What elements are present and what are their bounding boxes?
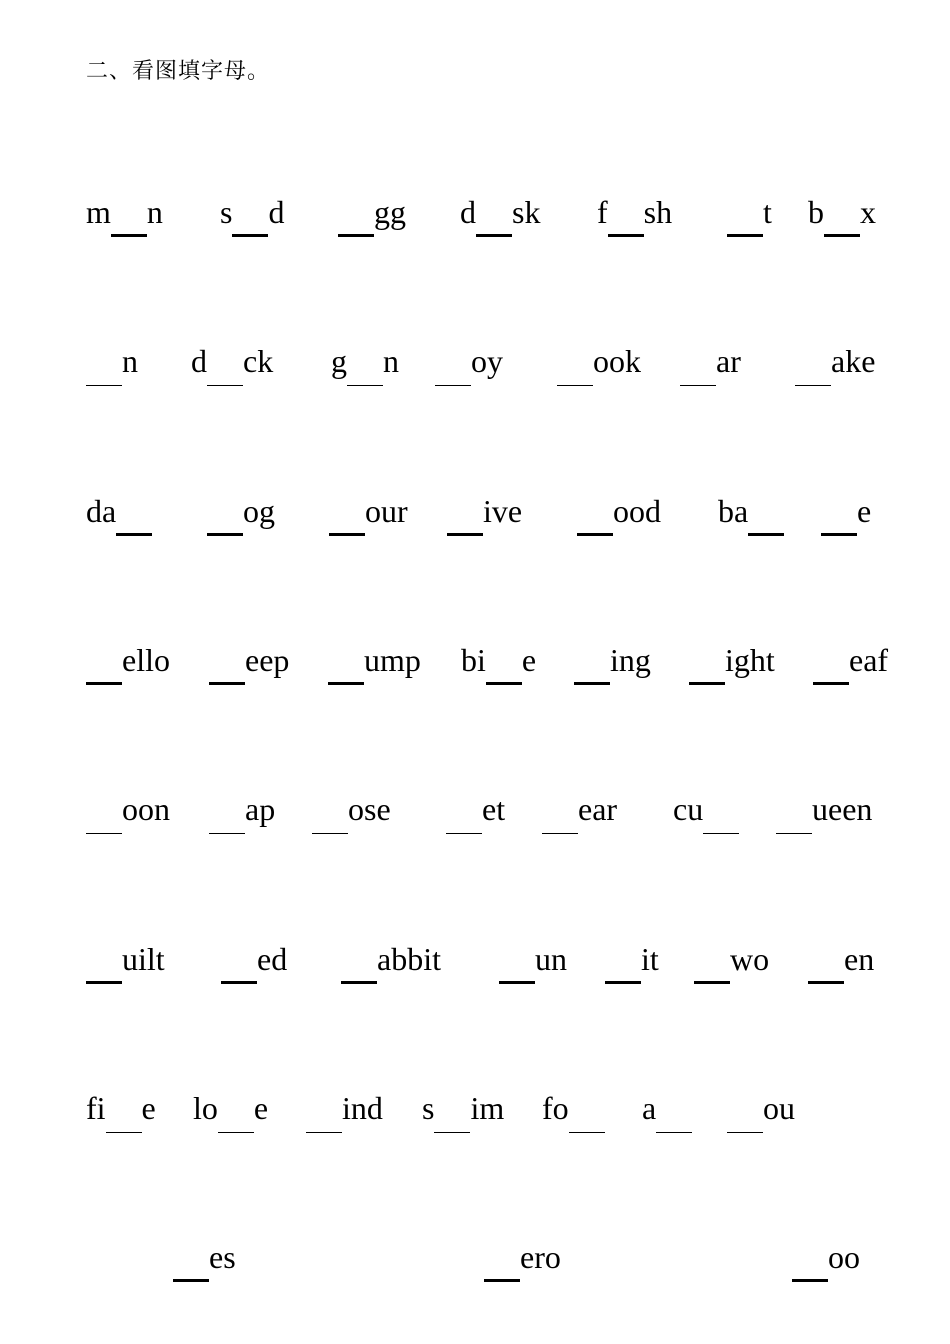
word-item: [86, 495, 152, 527]
word-item: [673, 793, 739, 825]
letter-blank[interactable]: [484, 1267, 520, 1268]
word-item: [542, 1092, 605, 1124]
word-fragment: ook: [593, 343, 641, 379]
letter-blank[interactable]: [306, 1118, 342, 1119]
word-fragment: wo: [730, 941, 770, 977]
word-fragment: gg: [374, 194, 406, 230]
word-fragment: our: [365, 493, 408, 529]
word-fragment: it: [641, 941, 659, 977]
word-item: [306, 1092, 383, 1124]
word-fragment: eaf: [849, 642, 889, 678]
letter-blank[interactable]: [447, 521, 483, 522]
word-fragment: d: [191, 343, 207, 379]
word-fragment: ck: [243, 343, 274, 379]
word-item: [328, 644, 421, 676]
word-fragment: im: [470, 1090, 505, 1126]
word-item: [484, 1241, 561, 1273]
word-item: [220, 196, 284, 228]
letter-blank[interactable]: [727, 222, 763, 223]
word-item: [460, 196, 540, 228]
word-item: [86, 644, 170, 676]
letter-blank[interactable]: [338, 222, 374, 223]
letter-blank[interactable]: [727, 1118, 763, 1119]
word-fragment: m: [86, 194, 111, 230]
word-item: [86, 345, 138, 377]
letter-blank[interactable]: [86, 371, 122, 372]
word-item: [605, 943, 659, 975]
word-item: [86, 793, 170, 825]
word-fragment: ear: [578, 791, 618, 827]
word-fragment: ou: [763, 1090, 795, 1126]
word-item: [331, 345, 399, 377]
word-item: [209, 644, 289, 676]
section-heading: 二、看图填字母。: [86, 59, 271, 84]
word-fragment: ood: [613, 493, 661, 529]
word-item: [689, 644, 775, 676]
word-item: [577, 495, 661, 527]
word-fragment: ar: [716, 343, 741, 379]
letter-blank[interactable]: [813, 670, 849, 671]
letter-blank[interactable]: [542, 819, 578, 820]
word-item: [727, 196, 772, 228]
word-item: [435, 345, 503, 377]
word-item: [173, 1241, 236, 1273]
letter-blank[interactable]: [808, 969, 844, 970]
word-item: [86, 943, 165, 975]
word-item: [446, 793, 505, 825]
word-item: [499, 943, 567, 975]
word-fragment: d: [460, 194, 476, 230]
word-fragment: abbit: [377, 941, 441, 977]
word-fragment: fo: [542, 1090, 569, 1126]
word-fragment: oy: [471, 343, 503, 379]
letter-blank[interactable]: [329, 521, 365, 522]
word-fragment: ello: [122, 642, 170, 678]
letter-blank[interactable]: [821, 521, 857, 522]
letter-blank[interactable]: [574, 670, 610, 671]
word-item: [329, 495, 408, 527]
letter-blank[interactable]: [703, 819, 739, 820]
word-item: [542, 793, 617, 825]
letter-blank[interactable]: [680, 371, 716, 372]
word-fragment: n: [122, 343, 138, 379]
letter-blank[interactable]: [86, 819, 122, 820]
word-fragment: e: [253, 1090, 269, 1126]
word-item: [221, 943, 287, 975]
word-fragment: fi: [86, 1090, 106, 1126]
letter-blank[interactable]: [86, 969, 122, 970]
word-item: [597, 196, 672, 228]
letter-blank[interactable]: [434, 1118, 470, 1119]
word-item: [86, 1092, 156, 1124]
word-item: [338, 196, 406, 228]
word-item: [209, 793, 275, 825]
word-item: [727, 1092, 795, 1124]
word-fragment: n: [146, 194, 163, 230]
word-item: [86, 196, 163, 228]
word-fragment: cu: [673, 791, 704, 827]
word-fragment: a: [642, 1090, 657, 1126]
word-fragment: e: [857, 493, 872, 529]
word-item: [207, 495, 275, 527]
word-item: [813, 644, 888, 676]
letter-blank[interactable]: [341, 969, 377, 970]
letter-blank[interactable]: [499, 969, 535, 970]
letter-blank[interactable]: [689, 670, 725, 671]
word-fragment: ero: [520, 1239, 561, 1275]
word-item: [461, 644, 536, 676]
word-item: [808, 943, 874, 975]
letter-blank[interactable]: [218, 1118, 254, 1119]
word-fragment: ap: [245, 791, 276, 827]
word-item: [422, 1092, 504, 1124]
word-fragment: t: [763, 194, 772, 230]
word-fragment: ing: [610, 642, 651, 678]
letter-blank[interactable]: [207, 371, 243, 372]
word-fragment: bi: [461, 642, 486, 678]
letter-blank[interactable]: [116, 521, 152, 522]
letter-blank[interactable]: [608, 222, 644, 223]
word-fragment: ed: [257, 941, 288, 977]
word-item: [574, 644, 651, 676]
letter-blank[interactable]: [486, 670, 522, 671]
word-item: [776, 793, 872, 825]
letter-blank[interactable]: [221, 969, 257, 970]
letter-blank[interactable]: [824, 222, 860, 223]
word-fragment: et: [482, 791, 506, 827]
word-fragment: e: [521, 642, 537, 678]
word-fragment: un: [535, 941, 567, 977]
word-item: [191, 345, 273, 377]
letter-blank[interactable]: [605, 969, 641, 970]
letter-blank[interactable]: [557, 371, 593, 372]
word-fragment: da: [86, 493, 117, 529]
word-item: [312, 793, 391, 825]
word-item: [341, 943, 441, 975]
word-fragment: ive: [483, 493, 523, 529]
word-fragment: sh: [643, 194, 673, 230]
word-item: [193, 1092, 268, 1124]
word-fragment: ba: [718, 493, 749, 529]
word-item: [792, 1241, 860, 1273]
word-item: [808, 196, 876, 228]
letter-blank[interactable]: [312, 819, 348, 820]
letter-blank[interactable]: [86, 670, 122, 671]
word-item: [718, 495, 784, 527]
letter-blank[interactable]: [209, 819, 245, 820]
letter-blank[interactable]: [207, 521, 243, 522]
letter-blank[interactable]: [476, 222, 512, 223]
word-fragment: oo: [828, 1239, 860, 1275]
letter-blank[interactable]: [776, 819, 812, 820]
word-item: [642, 1092, 692, 1124]
letter-blank[interactable]: [569, 1118, 605, 1119]
word-fragment: es: [209, 1239, 236, 1275]
letter-blank[interactable]: [111, 222, 147, 223]
letter-blank[interactable]: [232, 222, 268, 223]
word-fragment: lo: [193, 1090, 218, 1126]
word-item: [680, 345, 741, 377]
word-item: [447, 495, 522, 527]
word-item: [795, 345, 875, 377]
word-fragment: ose: [348, 791, 391, 827]
word-item: [821, 495, 871, 527]
word-fragment: eep: [245, 642, 290, 678]
letter-blank[interactable]: [795, 371, 831, 372]
letter-blank[interactable]: [106, 1118, 142, 1119]
word-fragment: n: [383, 343, 399, 379]
word-fragment: ump: [364, 642, 421, 678]
word-fragment: g: [331, 343, 347, 379]
word-fragment: og: [243, 493, 275, 529]
word-fragment: uilt: [122, 941, 165, 977]
letter-blank[interactable]: [209, 670, 245, 671]
letter-blank[interactable]: [446, 819, 482, 820]
word-fragment: d: [268, 194, 285, 230]
word-fragment: sk: [512, 194, 541, 230]
letter-blank[interactable]: [694, 969, 730, 970]
word-fragment: e: [141, 1090, 156, 1126]
word-item: [694, 943, 769, 975]
word-fragment: x: [860, 194, 876, 230]
word-fragment: ake: [831, 343, 876, 379]
letter-blank[interactable]: [577, 521, 613, 522]
letter-blank[interactable]: [173, 1267, 209, 1268]
word-fragment: oon: [122, 791, 170, 827]
word-fragment: s: [220, 194, 233, 230]
word-fragment: s: [422, 1090, 435, 1126]
letter-blank[interactable]: [748, 521, 784, 522]
letter-blank[interactable]: [656, 1118, 692, 1119]
letter-blank[interactable]: [792, 1267, 828, 1268]
letter-blank[interactable]: [435, 371, 471, 372]
word-fragment: f: [597, 194, 608, 230]
word-item: [557, 345, 641, 377]
letter-blank[interactable]: [328, 670, 364, 671]
word-fragment: ind: [342, 1090, 383, 1126]
word-fragment: ight: [725, 642, 775, 678]
word-fragment: b: [808, 194, 824, 230]
letter-blank[interactable]: [347, 371, 383, 372]
word-fragment: en: [844, 941, 875, 977]
word-fragment: ueen: [812, 791, 873, 827]
